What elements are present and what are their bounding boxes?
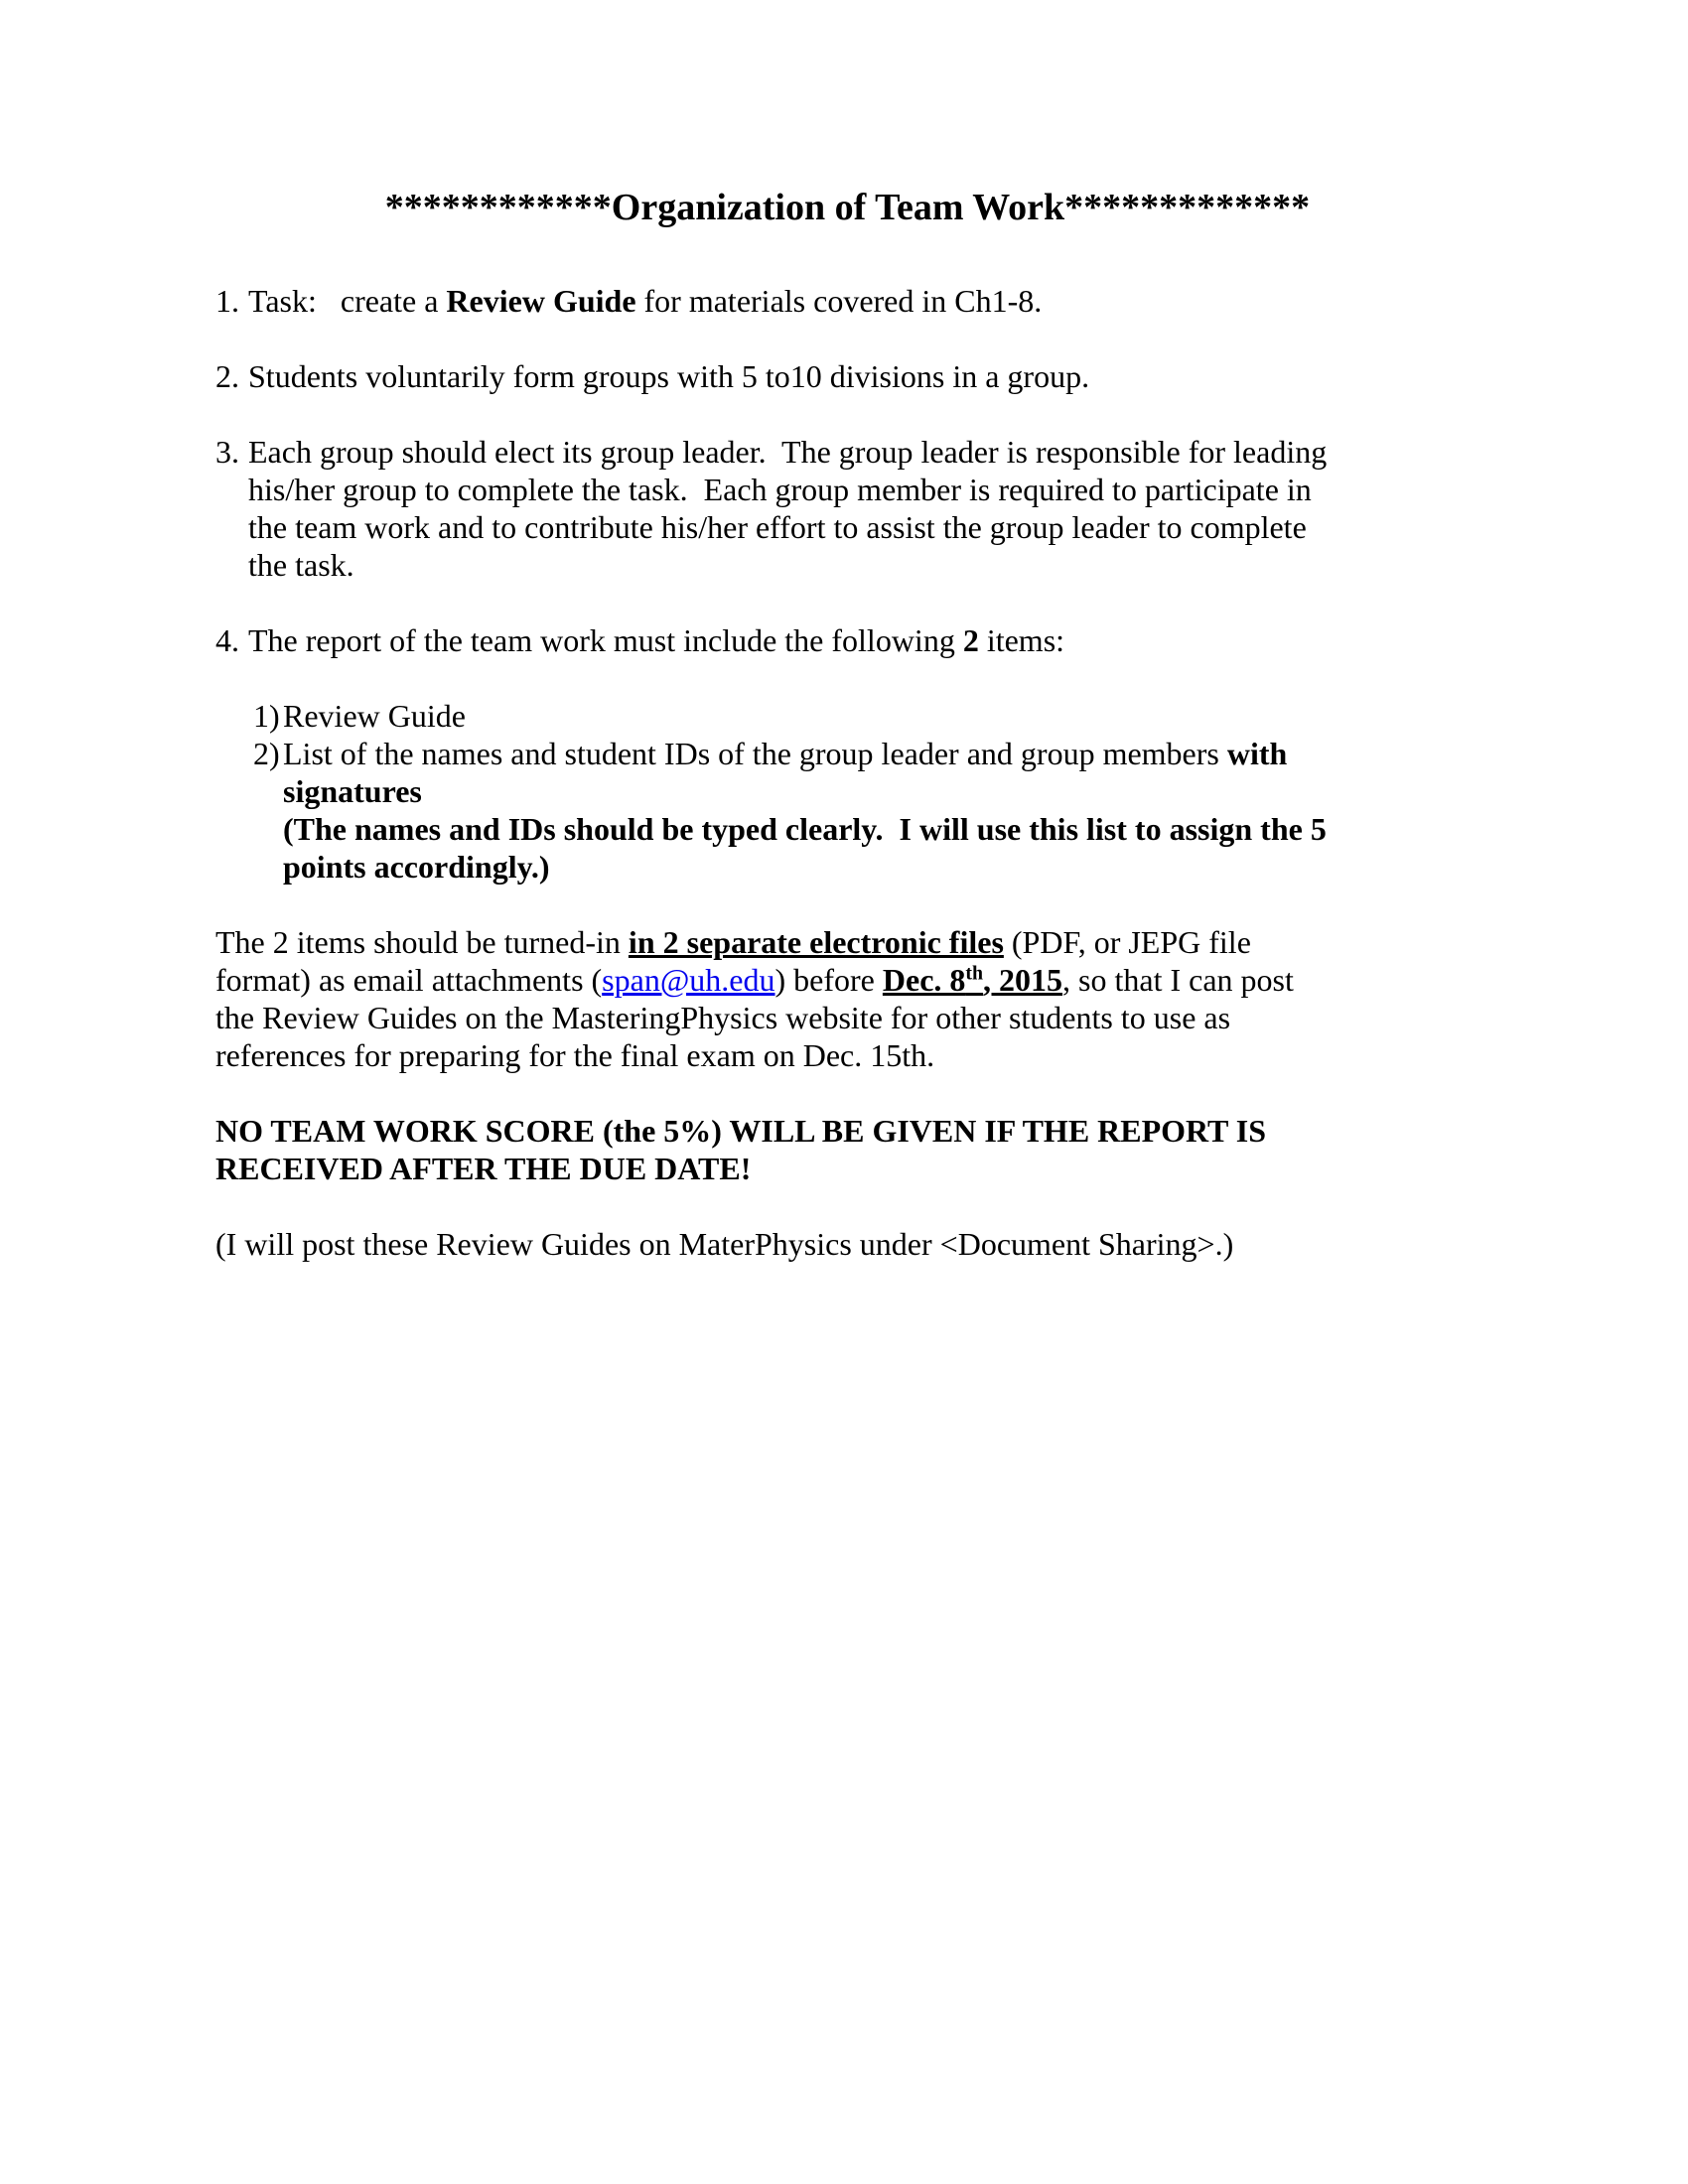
- posting-note: [215, 1225, 1479, 1263]
- list-item-body: [248, 433, 1479, 584]
- sub-list-item-body: [283, 735, 1479, 886]
- list-number: 3.: [215, 434, 239, 470]
- text-line: [248, 471, 1479, 508]
- text-run: Students voluntarily form groups with 5 to10 divisions in a group.: [248, 358, 1090, 394]
- text-line: [283, 848, 1479, 886]
- text-run: items:: [978, 622, 1065, 658]
- text-run: NO TEAM WORK SCORE (the 5%) WILL BE GIVEN IF THE REPORT IS: [215, 1113, 1267, 1149]
- document-title: ************Organization of Team Work*************: [384, 187, 1311, 228]
- text-line: [283, 810, 1479, 848]
- sub-list-item-names-list-subitem: [253, 735, 1479, 886]
- text-run: , 2015: [983, 962, 1063, 998]
- text-run: , so that I can post: [1062, 962, 1294, 998]
- text-line: [215, 1225, 1479, 1263]
- text-line: [248, 508, 1479, 546]
- text-run: List of the names and student IDs of the group leader and group members: [283, 736, 1227, 771]
- text-run: The 2 items should be turned-in: [215, 924, 629, 960]
- text-line: [248, 546, 1479, 584]
- text-run: the Review Guides on the MasteringPhysics website for other students to use as: [215, 1000, 1231, 1035]
- text-run: references for preparing for the final exam on Dec. 15th.: [215, 1037, 935, 1073]
- text-line: [248, 282, 1479, 320]
- text-line: [215, 1112, 1479, 1150]
- text-run: ) before: [774, 962, 883, 998]
- text-run: 2: [962, 622, 979, 658]
- text-run: Review Guide: [446, 283, 636, 319]
- text-line: [215, 1036, 1479, 1074]
- text-line: [215, 999, 1479, 1036]
- text-run: Review Guide: [283, 698, 466, 734]
- sub-list-number: 1): [253, 698, 280, 734]
- text-run: signatures: [283, 773, 422, 809]
- text-run: (I will post these Review Guides on MaterPhysics under <Document Sharing>.): [215, 1226, 1234, 1262]
- list-item-task-item: [215, 282, 1479, 320]
- text-line: [248, 357, 1479, 395]
- list-item-body: [248, 621, 1479, 886]
- text-run: RECEIVED AFTER THE DUE DATE!: [215, 1151, 752, 1186]
- list-number: 2.: [215, 358, 239, 394]
- text-line: [215, 1150, 1479, 1187]
- text-run: Dec. 8: [882, 962, 966, 998]
- text-run: (PDF, or JEPG file: [1003, 924, 1251, 960]
- text-run: format) as email attachments (: [215, 962, 603, 998]
- sub-list-item-review-guide-subitem: [253, 697, 1479, 735]
- list-item-body: [248, 282, 1479, 320]
- text-run: Each group should elect its group leader. The group leader is responsible for leading: [248, 434, 1328, 470]
- list-number: 4.: [215, 622, 239, 658]
- text-run: with: [1226, 736, 1288, 771]
- text-run: his/her group to complete the task. Each group member is required to participate in: [248, 472, 1312, 507]
- text-run: (The names and IDs should be typed clearly. I will use this list to assign the 5: [283, 811, 1327, 847]
- numbered-list: [215, 282, 1479, 886]
- text-line: [283, 735, 1479, 772]
- text-run: the task.: [248, 547, 354, 583]
- body-paragraphs: [215, 923, 1479, 1263]
- text-run: [883, 962, 1062, 998]
- text-run: the team work and to contribute his/her effort to assist the group leader to complete: [248, 509, 1307, 545]
- list-number: 1.: [215, 283, 239, 319]
- list-item-report-item: [215, 621, 1479, 886]
- text-run: Task: create a: [248, 283, 447, 319]
- text-run: points accordingly.): [283, 849, 550, 885]
- text-line: [283, 697, 1479, 735]
- superscript-text: th: [965, 962, 984, 985]
- sub-list-number: 2): [253, 736, 280, 771]
- text-run: The report of the team work must include the following: [248, 622, 963, 658]
- list-item-leader-item: [215, 433, 1479, 584]
- text-line: [248, 433, 1479, 471]
- late-warning: [215, 1112, 1479, 1187]
- text-line: [215, 961, 1479, 999]
- sub-list-item-body: [283, 697, 1479, 735]
- sub-list: [253, 697, 1479, 886]
- text-run: in 2 separate electronic files: [628, 924, 1004, 960]
- email-link[interactable]: span@uh.edu: [602, 962, 775, 998]
- text-line: [248, 621, 1479, 659]
- submission-instructions: [215, 923, 1479, 1074]
- text-run: for materials covered in Ch1-8.: [635, 283, 1043, 319]
- text-line: [215, 923, 1479, 961]
- list-item-body: [248, 357, 1479, 395]
- text-line: [283, 772, 1479, 810]
- list-item-groups-item: [215, 357, 1479, 395]
